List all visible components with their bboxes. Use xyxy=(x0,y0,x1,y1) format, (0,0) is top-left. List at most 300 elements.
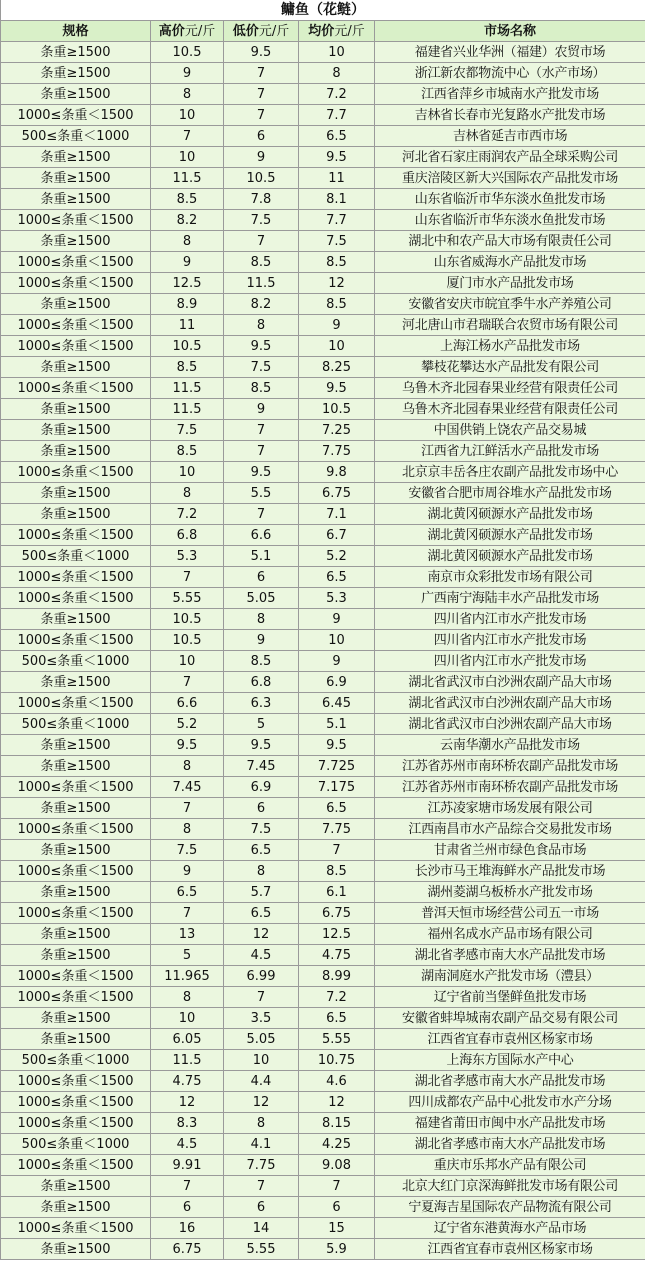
header-market: 市场名称 xyxy=(375,21,645,42)
cell-market: 长沙市马王堆海鲜水产品批发市场 xyxy=(375,861,645,882)
cell-low-price: 7.8 xyxy=(224,189,299,210)
cell-market: 北京京丰岳各庄农副产品批发市场中心 xyxy=(375,462,645,483)
cell-spec: 1000≤条重＜1500 xyxy=(1,336,151,357)
cell-low-price: 14 xyxy=(224,1218,299,1239)
table-row xyxy=(1,294,645,315)
cell-market: 厦门市水产品批发市场 xyxy=(375,273,645,294)
cell-spec: 500≤条重＜1000 xyxy=(1,546,151,567)
cell-market: 中国供销上饶农产品交易城 xyxy=(375,420,645,441)
table-row xyxy=(1,882,645,903)
table-row xyxy=(1,693,645,714)
cell-market: 湖北黄冈硕源水产品批发市场 xyxy=(375,525,645,546)
cell-high-price: 7.5 xyxy=(151,420,224,441)
table-row xyxy=(1,462,645,483)
cell-avg-price: 7.2 xyxy=(299,84,375,105)
cell-avg-price: 6.1 xyxy=(299,882,375,903)
cell-spec: 1000≤条重＜1500 xyxy=(1,1155,151,1176)
cell-low-price: 12 xyxy=(224,924,299,945)
table-row xyxy=(1,1197,645,1218)
table-row xyxy=(1,525,645,546)
table-row xyxy=(1,609,645,630)
cell-spec: 1000≤条重＜1500 xyxy=(1,987,151,1008)
cell-avg-price: 8.5 xyxy=(299,252,375,273)
cell-market: 辽宁省东港黄海水产品市场 xyxy=(375,1218,645,1239)
table-row xyxy=(1,84,645,105)
cell-low-price: 6.5 xyxy=(224,903,299,924)
cell-high-price: 5.2 xyxy=(151,714,224,735)
cell-high-price: 6.5 xyxy=(151,882,224,903)
cell-low-price: 9 xyxy=(224,630,299,651)
cell-high-price: 7 xyxy=(151,903,224,924)
cell-market: 福州名成水产品市场有限公司 xyxy=(375,924,645,945)
table-row xyxy=(1,546,645,567)
cell-high-price: 10.5 xyxy=(151,630,224,651)
table-row xyxy=(1,1155,645,1176)
cell-high-price: 10 xyxy=(151,462,224,483)
cell-avg-price: 9.8 xyxy=(299,462,375,483)
cell-low-price: 8 xyxy=(224,1113,299,1134)
cell-avg-price: 7.2 xyxy=(299,987,375,1008)
cell-high-price: 6 xyxy=(151,1197,224,1218)
cell-market: 湖州菱湖乌板桥水产批发市场 xyxy=(375,882,645,903)
cell-low-price: 7 xyxy=(224,987,299,1008)
table-row xyxy=(1,357,645,378)
header-high-price xyxy=(151,21,224,42)
cell-spec: 条重≥1500 xyxy=(1,840,151,861)
cell-avg-price: 7.725 xyxy=(299,756,375,777)
cell-market: 四川省内江市水产批发市场 xyxy=(375,609,645,630)
header-high-price-unit: 元/斤 xyxy=(184,23,216,39)
cell-market: 南京市众彩批发市场有限公司 xyxy=(375,567,645,588)
cell-low-price: 7 xyxy=(224,441,299,462)
cell-low-price: 9.5 xyxy=(224,42,299,63)
cell-low-price: 5.5 xyxy=(224,483,299,504)
cell-low-price: 8.5 xyxy=(224,378,299,399)
cell-avg-price: 8.15 xyxy=(299,1113,375,1134)
table-row xyxy=(1,63,645,84)
cell-spec: 条重≥1500 xyxy=(1,483,151,504)
cell-low-price: 5.05 xyxy=(224,1029,299,1050)
header-row xyxy=(1,21,645,42)
cell-high-price: 8.5 xyxy=(151,441,224,462)
cell-market: 江西省九江鲜活水产品批发市场 xyxy=(375,441,645,462)
cell-low-price: 8 xyxy=(224,861,299,882)
cell-spec: 1000≤条重＜1500 xyxy=(1,966,151,987)
cell-low-price: 7.75 xyxy=(224,1155,299,1176)
cell-spec: 1000≤条重＜1500 xyxy=(1,1113,151,1134)
cell-avg-price: 9 xyxy=(299,315,375,336)
cell-high-price: 10 xyxy=(151,1008,224,1029)
table-row xyxy=(1,987,645,1008)
table-row xyxy=(1,189,645,210)
cell-avg-price: 6.5 xyxy=(299,798,375,819)
cell-avg-price: 4.25 xyxy=(299,1134,375,1155)
cell-market: 甘肃省兰州市绿色食品市场 xyxy=(375,840,645,861)
cell-spec: 1000≤条重＜1500 xyxy=(1,378,151,399)
cell-spec: 条重≥1500 xyxy=(1,84,151,105)
cell-low-price: 12 xyxy=(224,1092,299,1113)
table-row xyxy=(1,210,645,231)
cell-spec: 1000≤条重＜1500 xyxy=(1,630,151,651)
title-row xyxy=(1,0,645,21)
cell-market: 江西省萍乡市城南水产批发市场 xyxy=(375,84,645,105)
cell-market: 安徽省合肥市周谷堆水产品批发市场 xyxy=(375,483,645,504)
cell-high-price: 11.5 xyxy=(151,399,224,420)
cell-market: 江苏省苏州市南环桥农副产品批发市场 xyxy=(375,777,645,798)
header-high-price-label: 高价 xyxy=(158,23,185,39)
cell-market: 四川省内江市水产批发市场 xyxy=(375,630,645,651)
cell-spec: 条重≥1500 xyxy=(1,1239,151,1260)
table-row xyxy=(1,168,645,189)
cell-avg-price: 12.5 xyxy=(299,924,375,945)
cell-low-price: 9.5 xyxy=(224,735,299,756)
cell-market: 福建省莆田市闽中水产品批发市场 xyxy=(375,1113,645,1134)
cell-low-price: 7.45 xyxy=(224,756,299,777)
cell-spec: 条重≥1500 xyxy=(1,1176,151,1197)
cell-avg-price: 7 xyxy=(299,840,375,861)
cell-high-price: 5 xyxy=(151,945,224,966)
cell-spec: 条重≥1500 xyxy=(1,798,151,819)
cell-spec: 条重≥1500 xyxy=(1,168,151,189)
cell-market: 安徽省安庆市皖宜季牛水产养殖公司 xyxy=(375,294,645,315)
cell-high-price: 6.6 xyxy=(151,693,224,714)
cell-market: 山东省威海水产品批发市场 xyxy=(375,252,645,273)
cell-low-price: 6.8 xyxy=(224,672,299,693)
cell-spec: 条重≥1500 xyxy=(1,1029,151,1050)
cell-avg-price: 8.25 xyxy=(299,357,375,378)
cell-low-price: 4.1 xyxy=(224,1134,299,1155)
cell-market: 吉林省长春市光复路水产批发市场 xyxy=(375,105,645,126)
cell-low-price: 6 xyxy=(224,1197,299,1218)
cell-spec: 1000≤条重＜1500 xyxy=(1,252,151,273)
cell-market: 福建省兴业华洲（福建）农贸市场 xyxy=(375,42,645,63)
cell-avg-price: 7.175 xyxy=(299,777,375,798)
cell-high-price: 10 xyxy=(151,147,224,168)
cell-avg-price: 8.5 xyxy=(299,294,375,315)
cell-low-price: 7.5 xyxy=(224,210,299,231)
cell-market: 江西省宜春市袁州区杨家市场 xyxy=(375,1029,645,1050)
cell-avg-price: 5.2 xyxy=(299,546,375,567)
cell-low-price: 8 xyxy=(224,315,299,336)
cell-avg-price: 6.9 xyxy=(299,672,375,693)
cell-avg-price: 7.75 xyxy=(299,819,375,840)
table-row xyxy=(1,315,645,336)
cell-market: 湖北省武汉市白沙洲农副产品大市场 xyxy=(375,693,645,714)
cell-high-price: 4.5 xyxy=(151,1134,224,1155)
cell-market: 湖北省孝感市南大水产品批发市场 xyxy=(375,1071,645,1092)
cell-spec: 1000≤条重＜1500 xyxy=(1,777,151,798)
cell-spec: 1000≤条重＜1500 xyxy=(1,1071,151,1092)
table-row xyxy=(1,504,645,525)
cell-low-price: 5.55 xyxy=(224,1239,299,1260)
cell-high-price: 8 xyxy=(151,231,224,252)
cell-spec: 条重≥1500 xyxy=(1,399,151,420)
cell-market: 湖北黄冈硕源水产品批发市场 xyxy=(375,546,645,567)
cell-high-price: 7 xyxy=(151,567,224,588)
cell-market: 河北唐山市君瑞联合农贸市场有限公司 xyxy=(375,315,645,336)
table-row xyxy=(1,861,645,882)
cell-avg-price: 9.5 xyxy=(299,147,375,168)
cell-spec: 条重≥1500 xyxy=(1,189,151,210)
cell-market: 辽宁省前当堡鲜鱼批发市场 xyxy=(375,987,645,1008)
table-row xyxy=(1,924,645,945)
cell-avg-price: 7.1 xyxy=(299,504,375,525)
cell-high-price: 9 xyxy=(151,252,224,273)
cell-low-price: 7 xyxy=(224,105,299,126)
table-row xyxy=(1,588,645,609)
cell-low-price: 9 xyxy=(224,147,299,168)
cell-market: 湖北省武汉市白沙洲农副产品大市场 xyxy=(375,714,645,735)
cell-market: 湖南洞庭水产批发市场（澧县） xyxy=(375,966,645,987)
cell-spec: 1000≤条重＜1500 xyxy=(1,693,151,714)
cell-low-price: 10.5 xyxy=(224,168,299,189)
table-row xyxy=(1,231,645,252)
cell-high-price: 7 xyxy=(151,798,224,819)
cell-market: 上海江杨水产品批发市场 xyxy=(375,336,645,357)
cell-avg-price: 6.75 xyxy=(299,483,375,504)
cell-high-price: 7 xyxy=(151,126,224,147)
cell-low-price: 4.5 xyxy=(224,945,299,966)
cell-high-price: 7 xyxy=(151,672,224,693)
table-row xyxy=(1,567,645,588)
cell-market: 湖北省孝感市南大水产品批发市场 xyxy=(375,1134,645,1155)
table-row xyxy=(1,714,645,735)
cell-high-price: 11.5 xyxy=(151,378,224,399)
cell-low-price: 6.9 xyxy=(224,777,299,798)
cell-low-price: 5.1 xyxy=(224,546,299,567)
cell-spec: 500≤条重＜1000 xyxy=(1,651,151,672)
cell-low-price: 7 xyxy=(224,1176,299,1197)
table-row xyxy=(1,735,645,756)
cell-high-price: 9.5 xyxy=(151,735,224,756)
cell-spec: 条重≥1500 xyxy=(1,924,151,945)
cell-avg-price: 6.5 xyxy=(299,1008,375,1029)
cell-market: 江西省宜春市袁州区杨家市场 xyxy=(375,1239,645,1260)
table-row xyxy=(1,1050,645,1071)
table-row xyxy=(1,147,645,168)
cell-avg-price: 5.1 xyxy=(299,714,375,735)
cell-spec: 1000≤条重＜1500 xyxy=(1,567,151,588)
cell-spec: 条重≥1500 xyxy=(1,357,151,378)
cell-avg-price: 10 xyxy=(299,42,375,63)
cell-avg-price: 12 xyxy=(299,273,375,294)
cell-spec: 500≤条重＜1000 xyxy=(1,1050,151,1071)
table-row xyxy=(1,126,645,147)
cell-high-price: 9.91 xyxy=(151,1155,224,1176)
cell-avg-price: 6 xyxy=(299,1197,375,1218)
cell-market: 山东省临沂市华东淡水鱼批发市场 xyxy=(375,189,645,210)
header-avg-price-unit: 元/斤 xyxy=(334,23,365,39)
cell-market: 湖北省孝感市南大水产品批发市场 xyxy=(375,945,645,966)
sheet-title: 鳙鱼（花鲢） xyxy=(1,0,645,21)
cell-low-price: 6 xyxy=(224,798,299,819)
cell-spec: 条重≥1500 xyxy=(1,756,151,777)
cell-market: 湖北省武汉市白沙洲农副产品大市场 xyxy=(375,672,645,693)
table-row xyxy=(1,252,645,273)
cell-avg-price: 8.5 xyxy=(299,861,375,882)
cell-low-price: 6.99 xyxy=(224,966,299,987)
cell-spec: 500≤条重＜1000 xyxy=(1,1134,151,1155)
cell-low-price: 5 xyxy=(224,714,299,735)
cell-market: 乌鲁木齐北园春果业经营有限责任公司 xyxy=(375,399,645,420)
header-spec: 规格 xyxy=(1,21,151,42)
cell-spec: 1000≤条重＜1500 xyxy=(1,105,151,126)
cell-spec: 1000≤条重＜1500 xyxy=(1,315,151,336)
header-low-price-unit: 元/斤 xyxy=(258,23,290,39)
cell-avg-price: 15 xyxy=(299,1218,375,1239)
cell-avg-price: 4.75 xyxy=(299,945,375,966)
header-avg-price-label: 均价 xyxy=(308,23,335,39)
cell-low-price: 8.5 xyxy=(224,252,299,273)
table-row xyxy=(1,1239,645,1260)
table-row xyxy=(1,441,645,462)
cell-avg-price: 8.99 xyxy=(299,966,375,987)
cell-avg-price: 5.3 xyxy=(299,588,375,609)
cell-spec: 条重≥1500 xyxy=(1,882,151,903)
cell-high-price: 8.2 xyxy=(151,210,224,231)
cell-spec: 1000≤条重＜1500 xyxy=(1,1092,151,1113)
cell-low-price: 9.5 xyxy=(224,462,299,483)
cell-spec: 500≤条重＜1000 xyxy=(1,126,151,147)
cell-market: 普洱天恒市场经营公司五一市场 xyxy=(375,903,645,924)
cell-spec: 条重≥1500 xyxy=(1,42,151,63)
cell-avg-price: 6.5 xyxy=(299,567,375,588)
cell-low-price: 6.3 xyxy=(224,693,299,714)
cell-high-price: 13 xyxy=(151,924,224,945)
cell-low-price: 8.5 xyxy=(224,651,299,672)
table-row xyxy=(1,1176,645,1197)
cell-high-price: 8 xyxy=(151,483,224,504)
cell-spec: 条重≥1500 xyxy=(1,1008,151,1029)
cell-low-price: 5.7 xyxy=(224,882,299,903)
cell-avg-price: 7.7 xyxy=(299,210,375,231)
cell-avg-price: 4.6 xyxy=(299,1071,375,1092)
cell-spec: 1000≤条重＜1500 xyxy=(1,861,151,882)
cell-avg-price: 8 xyxy=(299,63,375,84)
cell-spec: 条重≥1500 xyxy=(1,231,151,252)
cell-spec: 条重≥1500 xyxy=(1,294,151,315)
cell-market: 乌鲁木齐北园春果业经营有限责任公司 xyxy=(375,378,645,399)
cell-high-price: 8.5 xyxy=(151,357,224,378)
cell-market: 四川成都农产品中心批发市水产分场 xyxy=(375,1092,645,1113)
cell-avg-price: 8.1 xyxy=(299,189,375,210)
cell-market: 吉林省延吉市西市场 xyxy=(375,126,645,147)
cell-market: 四川省内江市水产批发市场 xyxy=(375,651,645,672)
cell-low-price: 6.6 xyxy=(224,525,299,546)
table-row xyxy=(1,1008,645,1029)
cell-spec: 条重≥1500 xyxy=(1,63,151,84)
header-low-price xyxy=(224,21,299,42)
cell-spec: 1000≤条重＜1500 xyxy=(1,588,151,609)
table-row xyxy=(1,399,645,420)
cell-high-price: 11 xyxy=(151,315,224,336)
cell-high-price: 12.5 xyxy=(151,273,224,294)
table-row xyxy=(1,672,645,693)
header-avg-price xyxy=(299,21,375,42)
cell-low-price: 7.5 xyxy=(224,819,299,840)
cell-low-price: 8 xyxy=(224,609,299,630)
cell-low-price: 7 xyxy=(224,84,299,105)
cell-market: 重庆市乐邦水产品有限公司 xyxy=(375,1155,645,1176)
cell-avg-price: 7.25 xyxy=(299,420,375,441)
table-row xyxy=(1,105,645,126)
cell-market: 江苏省苏州市南环桥农副产品批发市场 xyxy=(375,756,645,777)
cell-high-price: 7.2 xyxy=(151,504,224,525)
cell-market: 广西南宁海陆丰水产品批发市场 xyxy=(375,588,645,609)
cell-spec: 条重≥1500 xyxy=(1,441,151,462)
cell-high-price: 6.8 xyxy=(151,525,224,546)
cell-high-price: 11.965 xyxy=(151,966,224,987)
table-row xyxy=(1,1218,645,1239)
cell-avg-price: 9 xyxy=(299,609,375,630)
cell-high-price: 8 xyxy=(151,987,224,1008)
cell-high-price: 6.05 xyxy=(151,1029,224,1050)
cell-high-price: 8 xyxy=(151,84,224,105)
cell-avg-price: 10.5 xyxy=(299,399,375,420)
cell-high-price: 8.5 xyxy=(151,189,224,210)
table-row xyxy=(1,1092,645,1113)
cell-spec: 条重≥1500 xyxy=(1,609,151,630)
cell-spec: 条重≥1500 xyxy=(1,945,151,966)
cell-low-price: 10 xyxy=(224,1050,299,1071)
cell-low-price: 9.5 xyxy=(224,336,299,357)
cell-spec: 条重≥1500 xyxy=(1,735,151,756)
table-row xyxy=(1,798,645,819)
cell-low-price: 4.4 xyxy=(224,1071,299,1092)
header-low-price-label: 低价 xyxy=(232,23,259,39)
cell-avg-price: 7 xyxy=(299,1176,375,1197)
cell-avg-price: 12 xyxy=(299,1092,375,1113)
cell-spec: 条重≥1500 xyxy=(1,504,151,525)
cell-high-price: 10.5 xyxy=(151,42,224,63)
cell-market: 上海东方国际水产中心 xyxy=(375,1050,645,1071)
table-row xyxy=(1,336,645,357)
cell-spec: 1000≤条重＜1500 xyxy=(1,210,151,231)
cell-low-price: 5.05 xyxy=(224,588,299,609)
cell-market: 安徽省蚌埠城南农副产品交易有限公司 xyxy=(375,1008,645,1029)
cell-high-price: 10 xyxy=(151,105,224,126)
cell-avg-price: 9.5 xyxy=(299,378,375,399)
table-body xyxy=(1,42,645,1260)
cell-low-price: 7 xyxy=(224,231,299,252)
table-row xyxy=(1,840,645,861)
cell-spec: 1000≤条重＜1500 xyxy=(1,903,151,924)
cell-high-price: 10 xyxy=(151,651,224,672)
cell-spec: 条重≥1500 xyxy=(1,672,151,693)
cell-market: 江苏凌家塘市场发展有限公司 xyxy=(375,798,645,819)
cell-spec: 1000≤条重＜1500 xyxy=(1,819,151,840)
cell-low-price: 7 xyxy=(224,63,299,84)
cell-avg-price: 7.5 xyxy=(299,231,375,252)
cell-market: 湖北黄冈硕源水产品批发市场 xyxy=(375,504,645,525)
cell-market: 攀枝花攀达水产品批发有限公司 xyxy=(375,357,645,378)
cell-spec: 500≤条重＜1000 xyxy=(1,714,151,735)
table-row xyxy=(1,483,645,504)
cell-avg-price: 6.45 xyxy=(299,693,375,714)
cell-spec: 条重≥1500 xyxy=(1,1197,151,1218)
cell-high-price: 9 xyxy=(151,861,224,882)
cell-avg-price: 10.75 xyxy=(299,1050,375,1071)
cell-high-price: 11.5 xyxy=(151,168,224,189)
table-row xyxy=(1,378,645,399)
cell-high-price: 7.5 xyxy=(151,840,224,861)
cell-market: 云南华潮水产品批发市场 xyxy=(375,735,645,756)
cell-high-price: 8 xyxy=(151,756,224,777)
cell-avg-price: 9.5 xyxy=(299,735,375,756)
cell-avg-price: 10 xyxy=(299,336,375,357)
cell-spec: 1000≤条重＜1500 xyxy=(1,273,151,294)
cell-high-price: 6.75 xyxy=(151,1239,224,1260)
